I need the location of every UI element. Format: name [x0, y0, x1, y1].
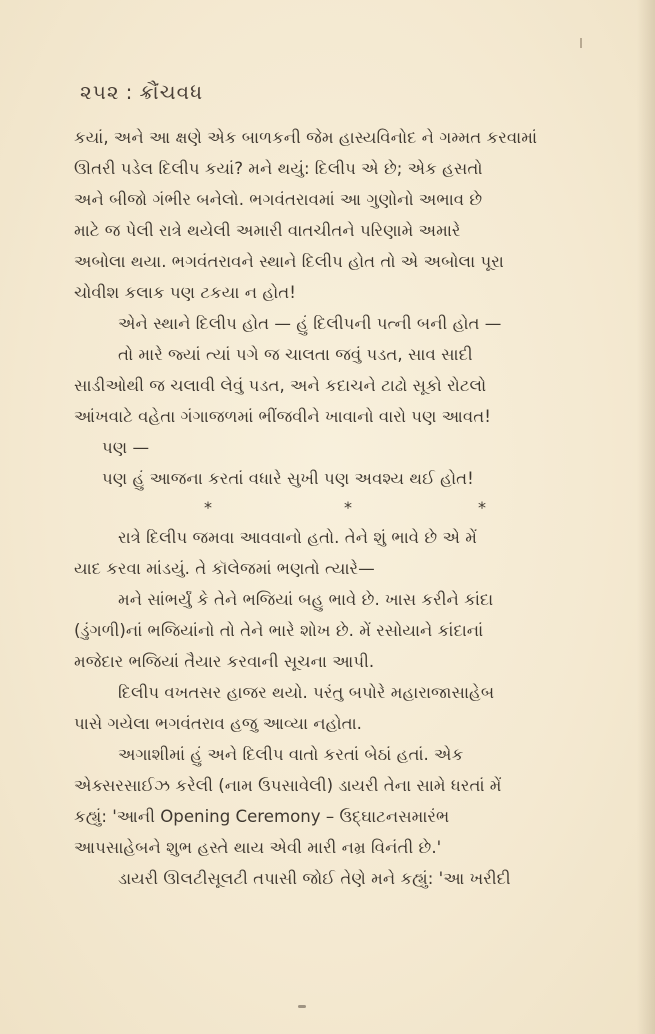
ink-speck — [298, 1005, 306, 1008]
text-line: (ડુંગળી)નાં ભજિયાંનો તો તેને ભારે શોખ છે. મેં રસોયાને કાંદાનાં — [74, 621, 484, 640]
running-head — [80, 80, 203, 104]
section-break-star: * — [478, 498, 486, 517]
text-line: ચોવીશ કલાક પણ ટકયા ન હોત! — [74, 283, 296, 302]
section-break-star: * — [204, 498, 212, 517]
section-break — [74, 494, 619, 522]
text-line: અગાશીમાં હું અને દિલીપ વાતો કરતાં બેઠાં હતાં. એક — [118, 745, 464, 764]
text-line: આંખવાટે વહેતા ગંગાજળમાં ભીંજવીને ખાવાનો વારો પણ આવત! — [74, 407, 491, 426]
text-line: તો મારે જ્યાં ત્યાં પગે જ ચાલતા જવું પડત, સાવ સાદી — [118, 345, 473, 364]
page-edge-shadow — [637, 0, 655, 1034]
text-line: યાદ કરવા માંડયું. તે કૉલેજમાં ભણતો ત્યારે— — [74, 559, 375, 578]
text-line: દિલીપ વખતસર હાજર થયો. પરંતુ બપોરે મહારાજાસાહેબ — [118, 683, 495, 702]
text-line: ડાયરી ઊલટીસૂલટી તપાસી જોઈ તેણે મને કહ્યું: 'આ ખરીદી — [118, 869, 511, 888]
text-line: મને સાંભર્યું કે તેને ભજિયાં બહુ ભાવે છે. ખાસ કરીને કાંદા — [118, 590, 494, 609]
text-line: ઊતરી પડેલ દિલીપ કયાં? મને થયું: દિલીપ એ છે; એક હસતો — [74, 159, 483, 178]
text-line: પાસે ગયેલા ભગવંતરાવ હજુ આવ્યા નહોતા. — [74, 714, 362, 733]
text-line: મજેદાર ભજિયાં તૈયાર કરવાની સૂચના આપી. — [74, 652, 375, 671]
text-line: સાડીઓથી જ ચલાવી લેવું પડત, અને કદાચને ટાઢો સૂકો રોટલો — [74, 376, 487, 395]
body-text — [74, 122, 619, 894]
section-break-star: * — [344, 498, 352, 517]
text-line: આપસાહેબને શુભ હસ્તે થાય એવી મારી નમ્ર વિનંતી છે.' — [74, 838, 442, 857]
header-separator: : — [125, 80, 134, 104]
text-line: પણ — — [102, 438, 150, 457]
book-title: ક્રૌંચવધ — [139, 80, 204, 104]
page-mark — [580, 38, 582, 48]
page-number: ૨૫૨ — [80, 80, 120, 104]
text-line: કયાં, અને આ ક્ષણે એક બાળકની જેમ હાસ્યવિનોદ ને ગમ્મત કરવામાં — [74, 128, 538, 147]
text-line: પણ હું આજના કરતાં વધારે સુખી પણ અવશ્ય થઈ હોત! — [102, 469, 474, 488]
text-line: માટે જ પેલી રાત્રે થયેલી અમારી વાતચીતને પરિણામે અમારે — [74, 221, 461, 240]
text-line: રાત્રે દિલીપ જમવા આવવાનો હતો. તેને શું ભાવે છે એ મેં — [118, 528, 477, 547]
text-line: અને બીજો ગંભીર બનેલો. ભગવંતરાવમાં આ ગુણોનો અભાવ છે — [74, 190, 483, 209]
text-line: એને સ્થાને દિલીપ હોત — હું દિલીપની પત્ની બની હોત — — [118, 314, 502, 333]
text-line: અબોલા થયા. ભગવંતરાવને સ્થાને દિલીપ હોત તો એ અબોલા પૂરા — [74, 252, 504, 271]
text-line: કહ્યું: 'આની Opening Ceremony – ઉદ્‌ઘાટનસમારંભ — [74, 807, 450, 826]
text-line: એક્સરસાઈઝ કરેલી (નામ ઉપસાવેલી) ડાયરી તેના સામે ધરતાં મેં — [74, 776, 502, 795]
